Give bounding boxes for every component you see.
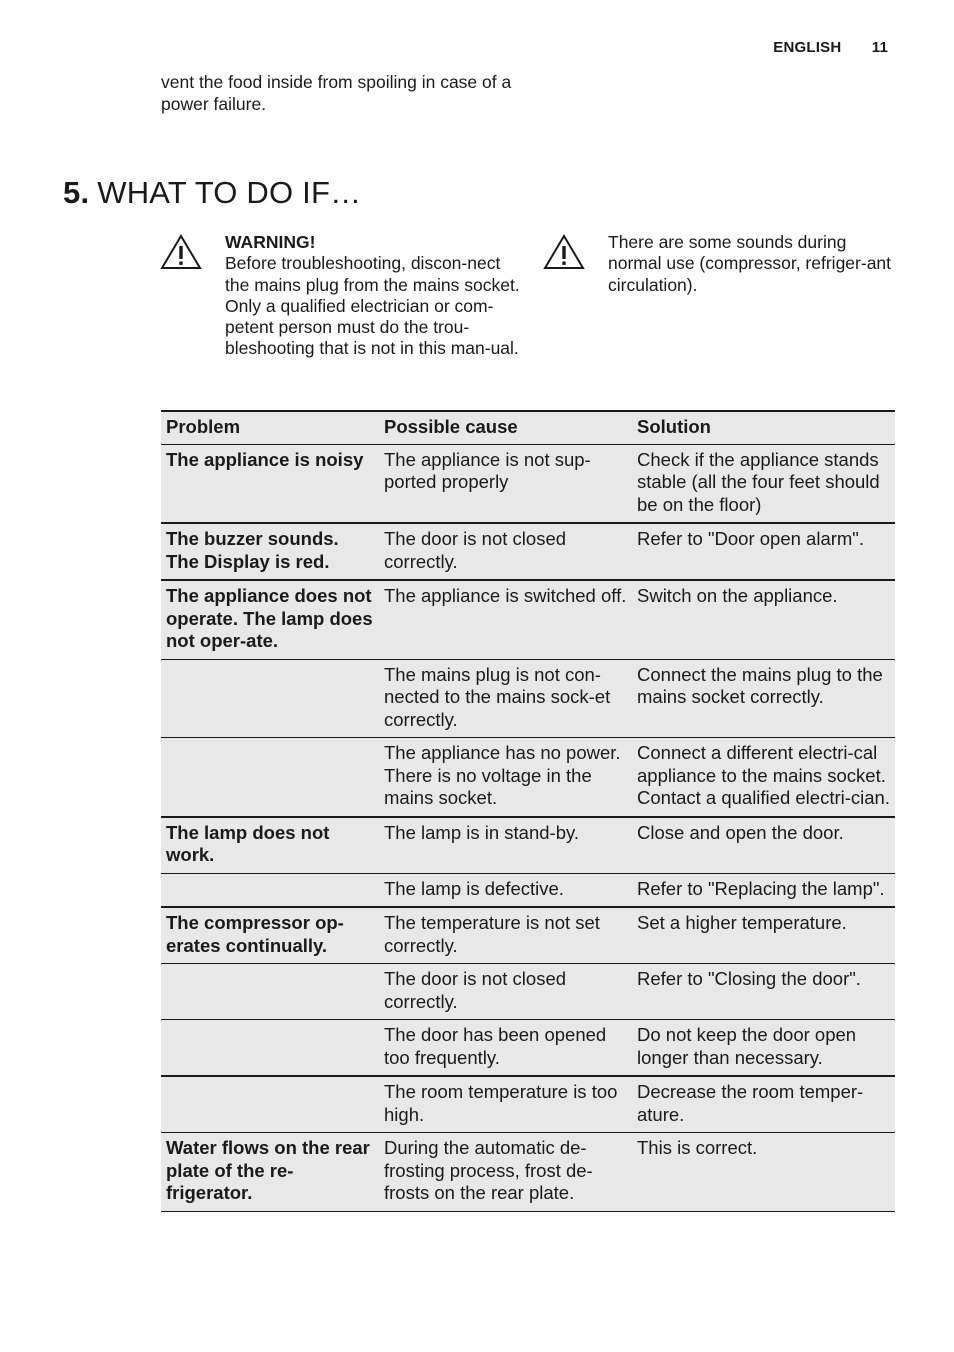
cause-cell: The temperature is not set correctly. (379, 907, 632, 964)
solution-cell: Refer to "Replacing the lamp". (632, 873, 895, 907)
section-title-text: WHAT TO DO IF… (97, 175, 362, 210)
problem-cell (161, 873, 379, 907)
solution-cell: Refer to "Closing the door". (632, 964, 895, 1020)
solution-cell: Switch on the appliance. (632, 580, 895, 659)
section-title (63, 175, 361, 211)
cause-cell: The door is not closed correctly. (379, 964, 632, 1020)
table-row (161, 1020, 895, 1077)
header-cause: Possible cause (379, 411, 632, 444)
cause-cell: The door has been opened too frequently. (379, 1020, 632, 1077)
problem-cell (161, 659, 379, 738)
solution-cell: Close and open the door. (632, 817, 895, 874)
cause-cell: The appliance is not sup-ported properly (379, 444, 632, 523)
cause-cell: The door is not closed correctly. (379, 523, 632, 580)
table-row (161, 580, 895, 659)
table-row (161, 1133, 895, 1212)
cause-cell: The lamp is in stand-by. (379, 817, 632, 874)
cause-cell: The appliance is switched off. (379, 580, 632, 659)
solution-cell: Refer to "Door open alarm". (632, 523, 895, 580)
warning-triangle-icon (543, 234, 585, 270)
solution-cell (632, 738, 895, 817)
problem-cell (161, 964, 379, 1020)
cause-cell: During the automatic de-frosting process, frost de-frosts on the rear plate. (379, 1133, 632, 1212)
table-row (161, 1076, 895, 1133)
problem-cell (161, 1076, 379, 1133)
solution-cell: Decrease the room temper-ature. (632, 1076, 895, 1133)
solution-line-1: Connect a different electri-cal appliance to the mains socket. (637, 742, 886, 786)
table-row (161, 444, 895, 523)
table-row (161, 964, 895, 1020)
header-problem: Problem (161, 411, 379, 444)
table-row (161, 817, 895, 874)
solution-cell: Check if the appliance stands stable (all the four feet should be on the floor) (632, 444, 895, 523)
solution-cell: Do not keep the door open longer than necessary. (632, 1020, 895, 1077)
table-row (161, 523, 895, 580)
solution-cell: Set a higher temperature. (632, 907, 895, 964)
intro-paragraph: vent the food inside from spoiling in case of a power failure. (161, 72, 512, 114)
problem-cell: Water flows on the rear plate of the re-frigerator. (161, 1133, 379, 1212)
problem-cell (161, 1020, 379, 1077)
problem-cell: The compressor op-erates continually. (161, 907, 379, 964)
table-row (161, 873, 895, 907)
cause-cell: The lamp is defective. (379, 873, 632, 907)
header-language: ENGLISH (773, 39, 842, 56)
problem-cell: The appliance does not operate. The lamp does not oper-ate. (161, 580, 379, 659)
caution-text: There are some sounds during normal use (compressor, refriger-ant circulation). (608, 232, 892, 295)
table-row (161, 659, 895, 738)
warning-title: WARNING! (225, 232, 316, 252)
section-number: 5. (63, 175, 90, 210)
problem-cell (161, 738, 379, 817)
warning-text (225, 232, 525, 360)
table-row (161, 738, 895, 817)
page-header (773, 39, 888, 56)
cause-cell: The mains plug is not con-nected to the mains sock-et correctly. (379, 659, 632, 738)
table-header-row (161, 411, 895, 444)
problem-cell: The lamp does not work. (161, 817, 379, 874)
warning-line-2: Only a qualified electrician or com-petent person must do the trou-bleshooting that is not in this man-ual. (225, 295, 519, 359)
page-number: 11 (871, 39, 888, 56)
cause-cell: The appliance has no power. There is no voltage in the mains socket. (379, 738, 632, 817)
header-solution: Solution (632, 411, 895, 444)
problem-cell: The appliance is noisy (161, 444, 379, 523)
warning-line-1: Before troubleshooting, discon-nect the mains plug from the mains socket. (225, 253, 520, 295)
table-row (161, 907, 895, 964)
solution-cell: Connect the mains plug to the mains socket correctly. (632, 659, 895, 738)
warning-triangle-icon (160, 234, 202, 270)
cause-cell: The room temperature is too high. (379, 1076, 632, 1133)
troubleshooting-table (161, 410, 895, 1212)
solution-cell: This is correct. (632, 1133, 895, 1212)
problem-cell: The buzzer sounds. The Display is red. (161, 523, 379, 580)
solution-line-2: Contact a qualified electri-cian. (637, 787, 890, 808)
